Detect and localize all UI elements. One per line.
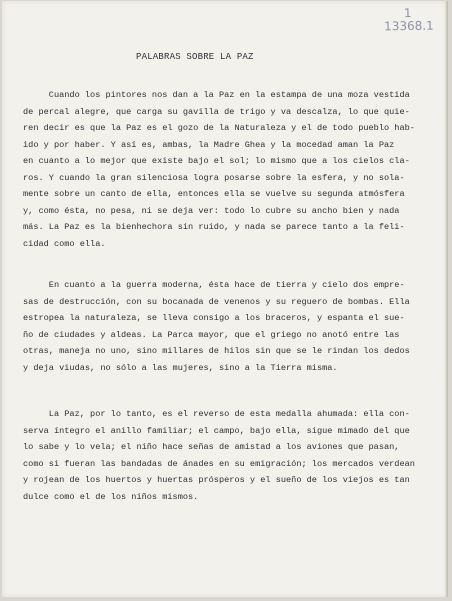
text-line: estropea la naturaleza, se lleva consigo a los braceros, y espanta el sue- <box>23 313 405 323</box>
text-line: Cuando los pintores nos dan a la Paz en la estampa de una moza vestida <box>23 90 410 100</box>
text-line: serva íntegro el anillo familiar; el campo, bajo ella, sigue mimado del que <box>23 425 410 436</box>
text-line: ros. Y cuando la gran silenciosa logra posarse sobre la esfera, y no sola- <box>23 172 405 183</box>
typewritten-page <box>2 1 448 597</box>
text-line: de percal alegre, que carga su gavilla de trigo y va descalza, lo que quie- <box>23 106 410 117</box>
text-line: ren decir es que la Paz es el gozo de la Naturaleza y el de todo pueblo hab- <box>23 123 415 133</box>
page-edge <box>445 1 448 597</box>
text-line: en cuanto a lo mejor que existe bajo el sol; lo mismo que a los cielos cla- <box>23 156 410 166</box>
text-line: ño de ciudades y aldeas. La Parca mayor, que el griego no anotó entre las <box>23 329 400 340</box>
text-line: y deja viudas, no sólo a las mujeres, sino a la Tierra misma. <box>23 362 338 373</box>
text-line: sas de destrucción, con su bocanada de venenos y su reguero de bombas. Ella <box>23 296 410 307</box>
paragraph-1 <box>23 87 435 252</box>
text-line: dulce como el de los niños mismos. <box>23 491 199 502</box>
paragraph-2 <box>23 277 435 376</box>
text-line: y rojean de los huertos y huertas prósperos y el sueño de los viejos es tan <box>23 475 410 485</box>
text-line: más. La Paz es la bienhechora sin ruido, y nada se parece tanto a la feli- <box>23 222 405 232</box>
paragraph-3 <box>23 406 435 505</box>
page-title: PALABRAS SOBRE LA PAZ <box>136 52 254 62</box>
archive-number <box>384 7 434 33</box>
text-line: En cuanto a la guerra moderna, ésta hace de tierra y cielo dos empre- <box>23 280 405 290</box>
text-line: lo sabe y lo vela; el niño hace señas de amistad a los aviones que pasan, <box>23 442 400 452</box>
text-line: cidad como ella. <box>23 238 106 249</box>
text-line: otras, maneja no uno, sino millares de hilos sin que se le rindan los dedos <box>23 346 410 356</box>
archive-number-line2: 13368.1 <box>384 18 435 34</box>
text-line: ido y por haber. Y así es, ambas, la Madre Ghea y la mocedad aman la Paz <box>23 139 395 150</box>
text-line: La Paz, por lo tanto, es el reverso de esta medalla ahumada: ella con- <box>23 409 410 419</box>
text-line: mente sobre un canto de ella, entonces ella se vuelve su segunda atmósfera <box>23 189 405 199</box>
text-line: y, como ésta, no pesa, ni se deja ver: todo lo cubre su ancho bien y nada <box>23 205 400 216</box>
text-line: como si fueran las bandadas de ánades en su emigración; los mercados verdean <box>23 458 415 469</box>
archive-number-line1: 1 <box>404 5 413 21</box>
